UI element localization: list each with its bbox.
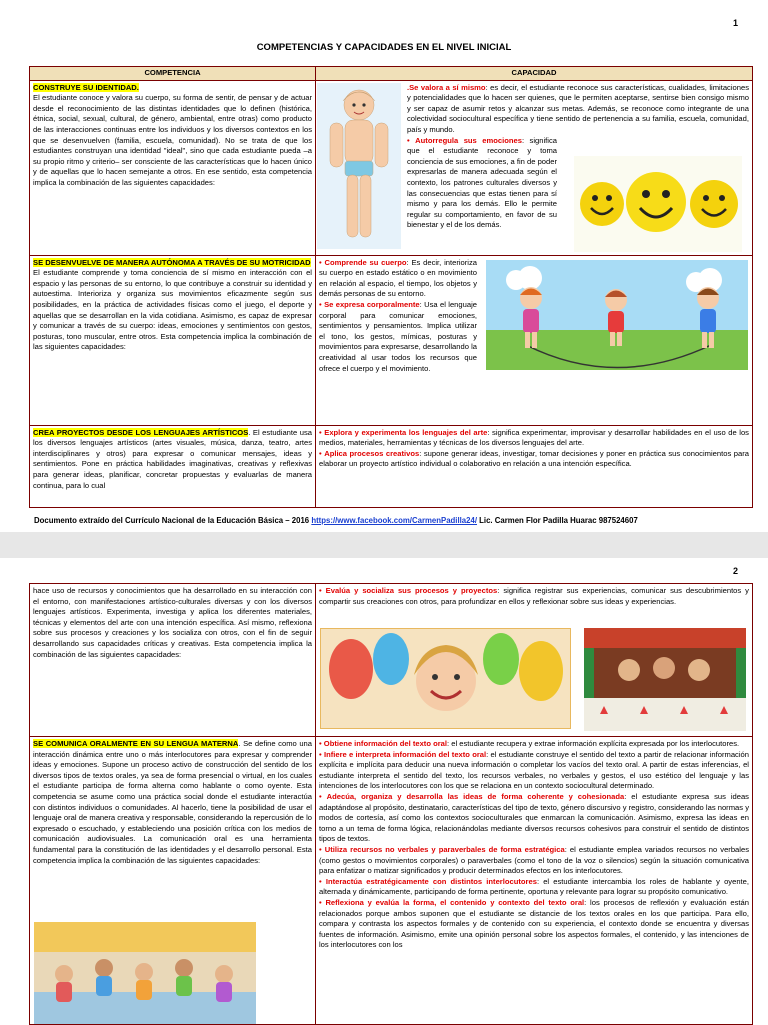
competency-text-motricidad: El estudiante comprende y toma conciencia de sí mismo en interacción con el espacio y las personas de su entorno, lo que contribuye a construir su identidad y autoestima. Interioriza y organiza sus movimientos eficazmente según sus posibilidades, en la práctica de actividades físicas como el juego, el deporte y aquellas que se desarrollan en la vida cotidiana. Asimismo, es capaz de expresar y comunicar a través de su cuerpo: ideas, emociones y sentimientos con gestos, posturas, tono muscular, entre otros. Esta competencia implica la combinación de las siguientes capacidades: [33,268,312,352]
children-jumping-rope-illustration [486,260,748,370]
competency-title-comunica: SE COMUNICA ORALMENTE EN SU LENGUA MATERNA [33,739,239,748]
competency-text-arte: . El estudiante usa los diversos lenguajes artísticos (artes visuales, música, danza, teatro, artes interdisciplinares y otros) para expresar o comunicar mensajes, ideas y sentimientos. Pone en práctica habilidades imaginativas, creativas y reflexivas para generar ideas, planificar, concretar propuestas y evaluarlas de manera continua, para lo cual [33,427,312,490]
capacity-title-autorregula: Autorregula sus emociones [415,135,522,145]
header-competencia: COMPETENCIA [30,67,316,81]
competency-cell-arte [30,425,316,507]
competency-cell-identidad [30,80,316,255]
footer-credit [34,516,638,525]
footer-author: Lic. Carmen Flor Padilla Huarac 987524607 [479,516,638,525]
competency-cell-comunica [30,737,316,1025]
footer-link[interactable]: https://www.facebook.com/CarmenPadilla24/ [311,516,477,525]
capacity-title-infiere: Infiere e interpreta información del texto oral [323,749,487,759]
capacity-item: • Adecúa, organiza y desarrolla las ideas de forma coherente y cohesionada: el estudiante expresa sus ideas adaptándose al propósito, destinatario, características del tipo de texto, género discursivo y registro, considerando las normas y modos de cortesía, así como los contextos socioculturales que enmarcan la comunicación. Asimismo, expresa las ideas en torno a un tema de forma lógica, relacionándolas mediante diversos recursos cohesivos para construir el sentido de distintos tipos de textos. [319,791,749,844]
capacity-text-expresa: : Usa el lenguaje corporal para comunicar emociones, sentimientos y pensamientos. Implica utilizar el tono, los gestos, mímicas, posturas y movimientos para expresarse, desarrollando la creatividad al usar todos los recursos que ofrece el cuerpo y el movimiento. [319,299,477,373]
capacity-text-comprende: : Es decir, interioriza su cuerpo en estado estático o en movimiento en relación al espacio, el tiempo, los objetos y demás personas de su entorno. [319,257,478,299]
capacity-text-interactua: : el estudiante intercambia los roles de hablante y oyente, alternada y dinámicamente, participando de forma pertinente, oportuna y relevante para lograr su propósito comunicativo. [319,876,749,897]
capacity-text-infiere: : el estudiante construye el sentido del texto a partir de relacionar información explícita e implícita para deducir una nueva información o completar los vacíos del texto oral. A partir de estas inferencias, el estudiante interpreta el sentido del texto, los recursos verbales, no verbales y gestos, el uso estético del lenguaje y las intenciones de los interlocutores con los que se relaciona en un contexto sociocultural determinado. [319,749,749,791]
page-separator [0,532,768,558]
page-number-1: 1 [733,18,739,28]
capacity-title-utiliza: Utiliza recursos no verbales y paraverbales de forma estratégica [324,844,565,854]
capacity-text-autorregula: : significa que el estudiante reconoce y toma conciencia de sus emociones, a fin de poder expresarlas de manera adecuada según el contexto, los patrones culturales diversos y las consecuencias que estas tienen para sí mismo y para los demás. Ello le permite regular su comportamiento, en favor de su bienestar y el de los demás. [407,135,557,230]
competency-title-motricidad: SE DESENVUELVE DE MANERA AUTÓNOMA A TRAVÉS DE SU MOTRICIDAD [33,257,311,267]
puppet-theater-photo [584,628,746,731]
capacity-title-adecua: Adecúa, organiza y desarrolla las ideas de forma coherente y cohesionada [326,791,625,801]
capacity-title-obtiene: Obtiene información del texto oral [323,739,448,748]
capacity-title-comprende: Comprende su cuerpo [324,257,407,267]
capacity-title-reflexiona: Reflexiona y evalúa la forma, el contenido y contexto del texto oral [325,897,585,907]
capacity-title-evalua: Evalúa y socializa sus procesos y proyectos [325,586,498,595]
capacity-title-interactua: Interactúa estratégicamente con distintos interlocutores [325,876,537,886]
children-circle-classroom-photo [34,922,256,1024]
capacity-cell-motricidad: • Comprende su cuerpo: Es decir, interioriza su cuerpo en estado estático o en movimiento en relación al espacio, el tiempo, los objetos y demás personas de su entorno. • Se expresa corporalmente: Usa el lenguaje corporal para comunicar emociones, sentimientos y pensamientos. Implica utilizar el tono, los gestos, mímicas, posturas y movimientos para expresarse, desarrollando la creatividad al usar todos los recursos que ofrece el cuerpo y el movimiento. [316,255,753,425]
child-body-illustration [317,83,401,249]
competency-text-arte-cont: hace uso de recursos y conocimientos que ha desarrollado en su interacción con el entorno, con manifestaciones artístico-culturales diversas y con los diversos lenguajes artísticos. Experimenta, investiga y aplica los diferentes materiales, técnicas y elementos del arte con una intención específica. Así mismo, reflexiona sobre sus procesos y creaciones y los socializa con otros, con el fin de seguir desarrollando sus capacidades críticas y creativas. Esta competencia implica la combinación de las siguientes capacidades: [33,586,312,659]
header-capacidad: CAPACIDAD [316,67,753,81]
competency-cell-motricidad [30,255,316,425]
page-title: COMPETENCIAS Y CAPACIDADES EN EL NIVEL INICIAL [256,42,512,53]
capacity-text-reflexiona: : los procesos de reflexión y evaluación están relacionados porque ambos suponen que el estudiante se distancie de los textos orales en los que participa. Para ello, compara y contrasta los aspectos formales y de contenido con su experiencia, el contexto donde se encuentra y diversas fuentes de información. Asimismo, emite una opinión personal sobre los aspectos formales, el contenido, y las intenciones de los interlocutores con los [319,897,749,950]
competency-text-comunica: . Se define como una interacción dinámica entre uno o más interlocutores para expresar y comprender ideas y emociones. Supone un proceso activo de construcción del sentido de los diversos tipos de textos orales, ya sea de forma presencial o virtual, en los cuales el estudiante participa de forma alterna como hablante o como oyente. Esta competencia se asume como una práctica social donde el estudiante interactúa con distintos individuos o comunidades. Al hacerlo, tiene la posibilidad de usar el lenguaje oral de manera creativa y responsable, considerando la repercusión de lo expresado o escuchado, y estableciendo una posición crítica con los medios de comunicación audiovisuales. La comunicación oral es una herramienta fundamental para la constitución de las identidades y el desarrollo personal. Esta competencia implica la combinación de las siguientes capacidades: [33,739,312,865]
competency-cell-arte-cont [30,584,316,737]
capacity-text-evalua: : significa registrar sus experiencias, comunicar sus descubrimientos y compartir sus creaciones con otros, para profundizar en ellos y reflexionar sobre sus ideas y experiencias. [319,586,749,606]
page-number-2: 2 [733,566,739,576]
capacity-title-expresa: Se expresa corporalmente [324,299,420,309]
competencies-table-page1 [29,66,753,508]
competency-title-identidad: CONSTRUYE SU IDENTIDAD. [33,82,139,92]
competencies-table-page2 [29,583,753,1025]
capacity-text-valora: : es decir, el estudiante reconoce sus características, cualidades, limitaciones y potencialidades que lo hacen ser quienes, que le permiten aceptarse, sentirse bien consigo mismo y ser capaz de asumir retos y alcanzar sus metas. Además, se reconoce como integrante de una colectividad sociocultural específica y tiene sentido de pertenencia a su familia, escuela, comunidad, país y mundo. [407,82,749,134]
capacity-cell-arte-cont: • Evalúa y socializa sus procesos y proyectos: significa registrar sus experiencias, comunicar sus descubrimientos y compartir sus creaciones con otros, para profundizar en ellos y reflexionar sobre sus ideas y experiencias. [316,584,753,737]
capacity-item: • Obtiene información del texto oral: el estudiante recupera y extrae información explícita expresada por los interlocutores. [319,739,740,748]
capacity-cell-identidad: .Se valora a sí mismo: es decir, el estudiante reconoce sus características, cualidades, limitaciones y potencialidades que lo hacen ser quienes, que le permiten aceptarse, sentirse bien consigo mismo y ser capaz de asumir retos y alcanzar sus metas. Además, se reconoce como integrante de una colectividad sociocultural específica y tiene sentido de pertenencia a su familia, escuela, comunidad, país y mundo. • Autorregula sus emociones: significa que el estudiante reconoce y toma conciencia de sus emociones, a fin de poder expresarlas de manera adecuada según el contexto, los patrones culturales diversos y las consecuencias que estas tienen para sí mismo y para los demás. Ello le permite regular su comportamiento, en favor de su bienestar y el de los demás. [316,80,753,255]
capacity-item: • Interactúa estratégicamente con distintos interlocutores: el estudiante intercambia los roles de hablante y oyente, alternada y dinámicamente, participando de forma pertinente, oportuna y relevante para lograr su propósito comunicativo. [319,876,749,897]
capacity-text-obtiene: : el estudiante recupera y extrae información explícita expresada por los interlocutores. [447,739,740,748]
capacity-item: • Infiere e interpreta información del texto oral: el estudiante construye el sentido del texto a partir de relacionar información explícita e implícita para deducir una nueva información o completar los vacíos del texto oral. A partir de estas inferencias, el estudiante interpreta el sentido del texto, los recursos verbales, no verbales y gestos, el uso estético del lenguaje y las intenciones de los interlocutores con los que se relaciona en un contexto sociocultural determinado. [319,749,749,791]
smiley-balls-photo [574,156,742,252]
capacity-title-valora: .Se valora a sí mismo [407,82,486,92]
competency-text-identidad: El estudiante conoce y valora su cuerpo, su forma de sentir, de pensar y de actuar desde el reconocimiento de las distintas identidades que lo definen (histórica, étnica, social, sexual, cultural, de género, ambiental, entre otras) como producto de las interacciones continuas entre los individuos y los diversos contextos en los que se desenvuelven (familia, escuela, comunidad). No se trata de que los estudiantes construyan una identidad "ideal", sino que cada estudiante pueda –a su propio ritmo y criterio– ser consciente de las características que lo hacen único y de aquellas que lo hacen semejante a otros. En ese sentido, esta competencia implica la combinación de las siguientes capacidades: [33,93,312,187]
capacity-cell-comunica [316,737,753,1025]
capacity-item: • Reflexiona y evalúa la forma, el contenido y contexto del texto oral: los procesos de reflexión y evaluación están relacionados porque ambos suponen que el estudiante se distancie de los textos orales en los que participa. Para ello, compara y contrasta los aspectos formales y de contenido con su experiencia, el contexto donde se encuentra y diversas fuentes de información. Asimismo, emite una opinión personal sobre los aspectos formales, el contenido, y las intenciones de los interlocutores con los [319,897,749,950]
capacity-text-aplica: : supone generar ideas, investigar, tomar decisiones y poner en práctica sus conocimientos para elaborar un proyecto artístico individual o colaborativo en relación a una intención específica. [319,448,749,469]
capacity-title-explora: Explora y experimenta los lenguajes del arte [324,427,488,437]
painted-hands-girl-photo [320,628,571,729]
footer-source: Documento extraído del Currículo Nacional de la Educación Básica – 2016 [34,516,310,525]
capacity-text-adecua: : el estudiante expresa sus ideas adaptándose al propósito, destinatario, características del tipo de texto, género discursivo y registro, considerando las normas y modos de cortesía, así como los contextos socioculturales que enmarcan la comunicación. Asimismo, expresa las ideas en torno a un tema de forma lógica, relacionándolas mediante diversos recursos cohesivos para construir el sentido de distintos tipos de textos. [319,791,749,844]
capacity-item: • Utiliza recursos no verbales y paraverbales de forma estratégica: el estudiante emplea variados recursos no verbales (como gestos o movimientos corporales) o paraverbales (como el tono de la voz o silencios) según la situación comunicativa para enfatizar o matizar significados y producir determinados efectos en los interlocutores. [319,844,749,876]
capacity-text-utiliza: : el estudiante emplea variados recursos no verbales (como gestos o movimientos corporales) o paraverbales (como el tono de la voz o silencios) según la situación comunicativa para enfatizar o matizar significados y producir determinados efectos en los interlocutores. [319,844,749,876]
competency-title-arte: CREA PROYECTOS DESDE LOS LENGUAJES ARTÍSTICOS [33,427,249,437]
capacity-title-aplica: Aplica procesos creativos [324,448,420,458]
capacity-text-explora: : significa experimentar, improvisar y desarrollar habilidades en el uso de los medios, materiales, herramientas y técnicas de los diversos lenguajes del arte. [319,427,749,448]
capacity-cell-arte: • Explora y experimenta los lenguajes del arte: significa experimentar, improvisar y desarrollar habilidades en el uso de los medios, materiales, herramientas y técnicas de los diversos lenguajes del arte. • Aplica procesos creativos: supone generar ideas, investigar, tomar decisiones y poner en práctica sus conocimientos para elaborar un proyecto artístico individual o colaborativo en relación a una intención específica. [316,425,753,507]
